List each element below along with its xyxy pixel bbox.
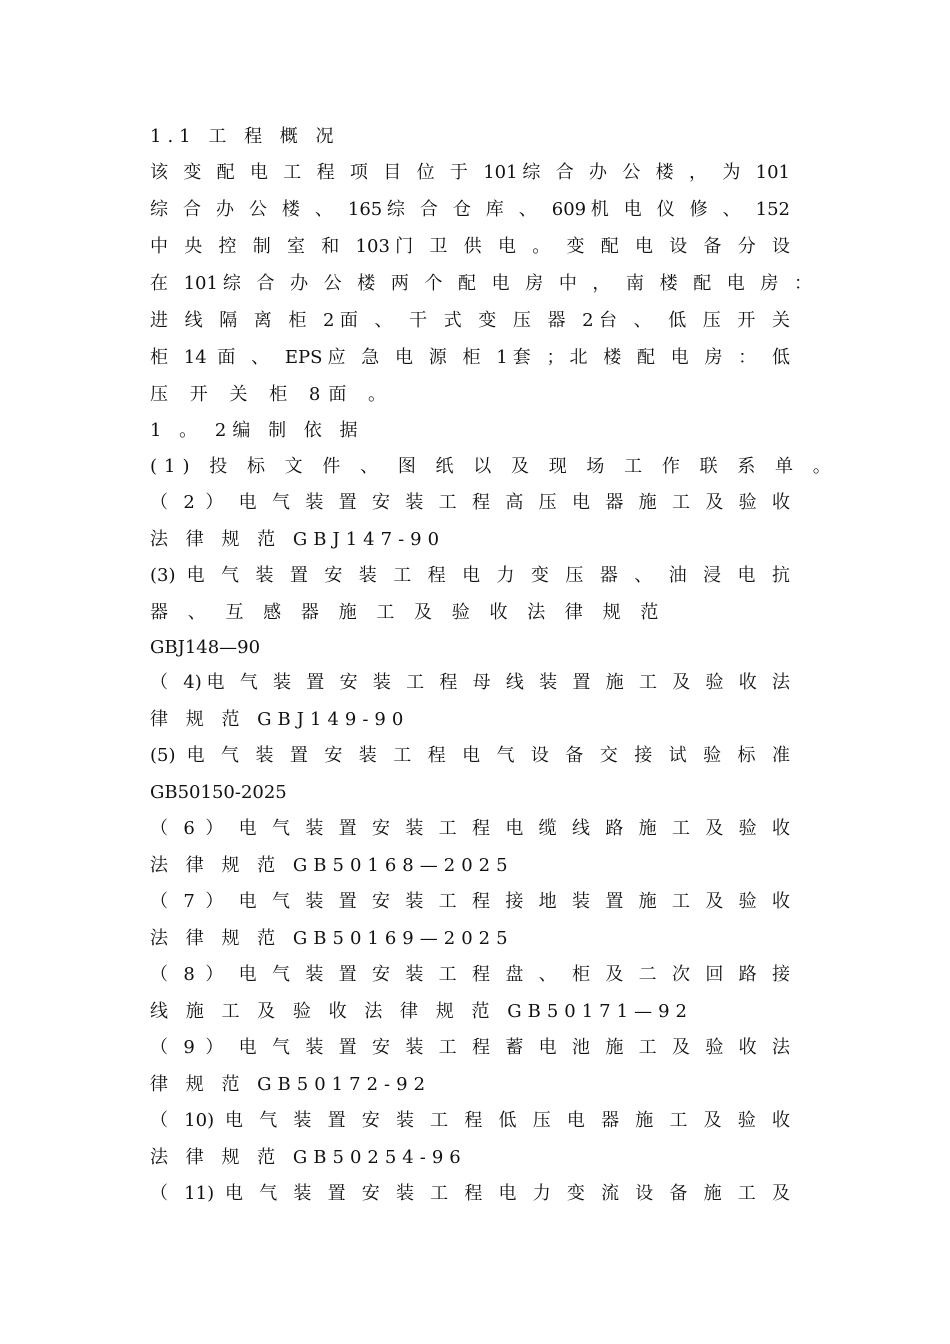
reference-line: GB50150-2025 (150, 782, 287, 803)
overview-line: 该 变 配 电 工 程 项 目 位 于 101综 合 办 公 楼 ， 为 101 (150, 162, 790, 183)
reference-line: GBJ148—90 (150, 637, 261, 658)
overview-line: 柜 14 面 、 EPS应 急 电 源 柜 1套 ；北 楼 配 电 房 ： 低 (150, 347, 790, 368)
reference-line: 律 规 范 GB50172-92 (150, 1074, 432, 1095)
reference-line: (5) 电 气 装 置 安 装 工 程 电 气 设 备 交 接 试 验 标 准 (150, 745, 790, 766)
reference-line: （ 11) 电 气 装 置 安 装 工 程 电 力 变 流 设 备 施 工 及 (150, 1183, 790, 1204)
reference-line: 器 、 互 感 器 施 工 及 验 收 法 律 规 范 (150, 602, 666, 623)
reference-line: 法 律 规 范 GB50169—2025 (150, 928, 514, 949)
overview-line: 综 合 办 公 楼 、 165综 合 仓 库 、 609机 电 仪 修 、 152 (150, 199, 790, 220)
section-heading-1-1: 1.1 工 程 概 况 (150, 126, 340, 147)
overview-line: 在 101综 合 办 公 楼 两 个 配 电 房 中 ， 南 楼 配 电 房 ： (150, 273, 812, 294)
reference-line: （ 9 ） 电 气 装 置 安 装 工 程 蓄 电 池 施 工 及 验 收 法 (150, 1037, 790, 1058)
reference-line: 法 律 规 范 GB50254-96 (150, 1147, 467, 1168)
reference-line: （ 6 ） 电 气 装 置 安 装 工 程 电 缆 线 路 施 工 及 验 收 (150, 818, 790, 839)
overview-line: 进 线 隔 离 柜 2面 、 干 式 变 压 器 2台 、 低 压 开 关 (150, 310, 790, 331)
reference-line: （ 8 ） 电 气 装 置 安 装 工 程 盘 、 柜 及 二 次 回 路 接 (150, 964, 790, 985)
reference-line: (3) 电 气 装 置 安 装 工 程 电 力 变 压 器 、 油 浸 电 抗 (150, 565, 790, 586)
reference-line: (1) 投 标 文 件 、 图 纸 以 及 现 场 工 作 联 系 单 。 (150, 456, 838, 477)
reference-line: 线 施 工 及 验 收 法 律 规 范 GB50171—92 (150, 1001, 693, 1022)
reference-line: 法 律 规 范 GBJ147-90 (150, 529, 446, 550)
reference-line: （ 10) 电 气 装 置 安 装 工 程 低 压 电 器 施 工 及 验 收 (150, 1110, 790, 1131)
reference-line: （ 4)电 气 装 置 安 装 工 程 母 线 装 置 施 工 及 验 收 法 (150, 672, 790, 693)
reference-line: 法 律 规 范 GB50168—2025 (150, 855, 514, 876)
reference-line: （ 2 ） 电 气 装 置 安 装 工 程 高 压 电 器 施 工 及 验 收 (150, 492, 790, 513)
reference-line: 律 规 范 GBJ149-90 (150, 709, 410, 730)
overview-line: 中 央 控 制 室 和 103门 卫 供 电 。 变 配 电 设 备 分 设 (150, 236, 790, 257)
section-heading-1-2: 1 。 2编 制 依 据 (150, 420, 364, 441)
reference-line: （ 7 ） 电 气 装 置 安 装 工 程 接 地 装 置 施 工 及 验 收 (150, 891, 790, 912)
overview-line: 压 开 关 柜 8面 。 (150, 384, 395, 405)
